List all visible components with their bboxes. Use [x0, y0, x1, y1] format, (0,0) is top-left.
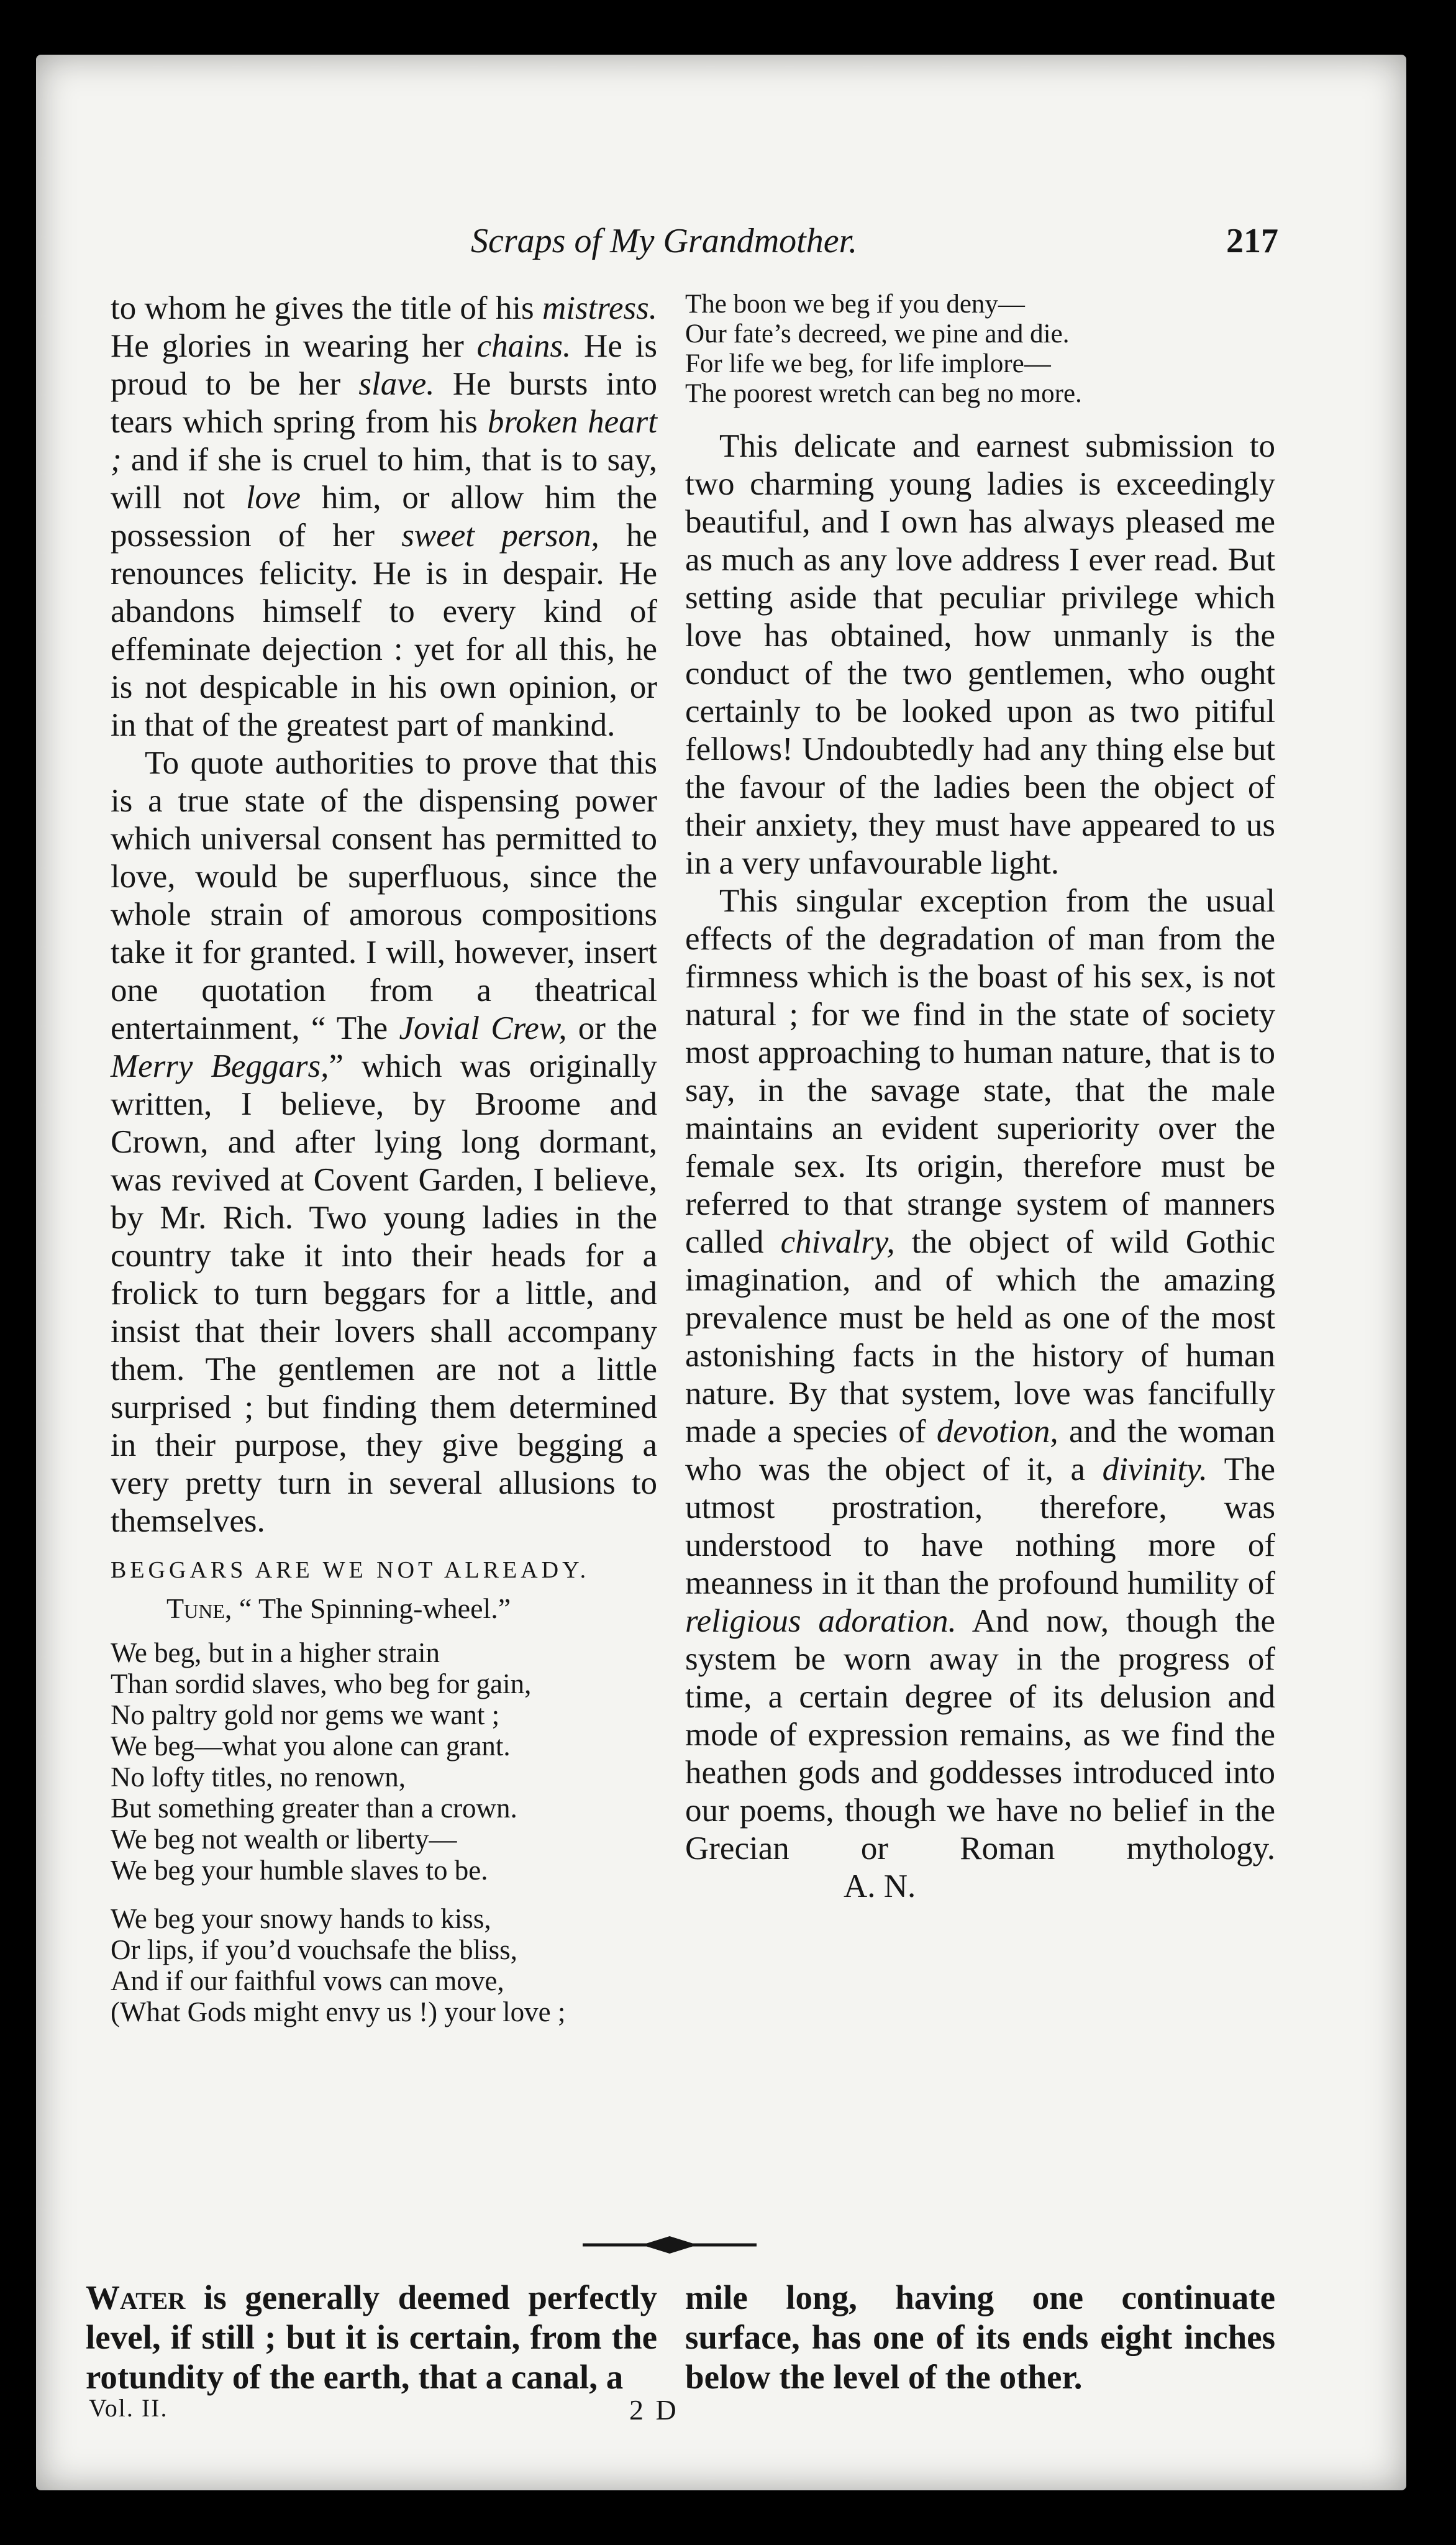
verse-line: Our fate’s decreed, we pine and die. [685, 319, 1070, 349]
ornament-divider-icon [583, 2232, 757, 2257]
running-title: Scraps of My Grandmother. [471, 222, 858, 260]
running-header [471, 221, 1278, 271]
water-paragraph-right: mile long, having one continuate surface, has one of its ends eight inches below the level of the other. [685, 2278, 1275, 2396]
verse-line: The boon we beg if you deny— [685, 290, 1025, 319]
poem-verse-2 [111, 1903, 657, 2027]
signature-mark: 2 D [629, 2394, 679, 2426]
paragraph-delicate-submission: This delicate and earnest submission to two charming young ladies is exceedingly beautiful, and I own has always pleased me as much as any love address I ever read. But setting aside that peculiar privilege which love has obtained, how unmanly is the conduct of the two gentlemen, who ought certainly to be looked upon as two pitiful fellows! Undoubtedly had any thing else but the favour of the ladies been the object of their anxiety, they must have appeared to us in a very unfavourable light. [685, 428, 1275, 881]
verse-line: Or lips, if you’d vouchsafe the bliss, [111, 1934, 517, 1965]
verse-line: But something greater than a crown. [111, 1793, 517, 1824]
song-title: BEGGARS ARE WE NOT ALREADY. [111, 1557, 590, 1583]
right-column [685, 290, 1275, 1906]
author-signature: A. N. [844, 1868, 916, 1904]
verse-line: We beg your snowy hands to kiss, [111, 1903, 491, 1934]
verse-line: We beg, but in a higher strain [111, 1637, 440, 1668]
paragraph-quote-authorities: To quote authorities to prove that this is a true state of the dispensing power which universal consent has permitted to love, would be superfluous, since the whole strain of amorous compositions take it for granted. I will, however, insert one quotation from a theatrical entertainment, “ The Jovial Crew, or the Merry Beggars,” which was originally written, I believe, by Broome and Crown, and after lying long dormant, was revived at Covent Garden, I believe, by Mr. Rich. Two young ladies in the country take it into their heads for a frolick to turn beggars for a little, and insist that their lovers shall accompany them. The gentlemen are not a little surprised ; but finding them determined in their purpose, they give begging a very pretty turn in several allusions to themselves. [111, 745, 657, 1539]
left-column [111, 290, 657, 2027]
volume-label: Vol. II. [89, 2394, 168, 2422]
poem-verse-1 [111, 1637, 657, 1886]
verse-line: The poorest wretch can beg no more. [685, 379, 1082, 408]
verse-line: No paltry gold nor gems we want ; [111, 1699, 500, 1730]
poem-verse-3 [685, 290, 1275, 409]
verse-line: (What Gods might envy us !) your love ; [111, 1996, 566, 2027]
page [36, 55, 1406, 2490]
verse-line: And if our faithful vows can move, [111, 1965, 504, 1996]
page-number: 217 [1226, 222, 1278, 260]
song-tune: Tune, “ The Spinning-wheel.” [166, 1592, 511, 1624]
verse-line: Than sordid slaves, who beg for gain, [111, 1668, 532, 1699]
verse-line: We beg your humble slaves to be. [111, 1855, 488, 1886]
verse-line: We beg not wealth or liberty— [111, 1824, 457, 1855]
paragraph-continued: to whom he gives the title of his mistress. He glories in wearing her chains. He is proud to be her slave. He bursts into tears which spring from his broken heart ; and if she is cruel to him, that is to say, will not love him, or allow him the possession of her sweet person, he renounces felicity. He is in despair. He abandons himself to every kind of effeminate dejection : yet for all this, he is not despicable in his own opinion, or in that of the greatest part of mankind. [111, 290, 658, 743]
paragraph-singular-exception: This singular exception from the usual effects of the degradation of man from the firmness which is the boast of his sex, is not natural ; for we find in the state of society most approaching to human nature, that is to say, in the savage state, that the male maintains an evident superiority over the female sex. Its origin, therefore must be referred to that strange system of manners called chivalry, the object of wild Gothic imagination, and of which the amazing prevalence must be held as one of the most astonishing facts in the history of human nature. By that system, love was fancifully made a species of devotion, and the woman who was the object of it, a divinity. The utmost prostration, therefore, was understood to have nothing more of meanness in it than the profound humility of religious adoration. And now, though the system be worn away in the progress of time, a certain degree of its delusion and mode of expression remains, as we find the heathen gods and goddesses introduced into our poems, though we have no belief in the Grecian or Roman mythology.A. N. [685, 883, 1276, 1904]
verse-line: For life we beg, for life implore— [685, 349, 1051, 378]
verse-line: We beg—what you alone can grant. [111, 1730, 511, 1761]
verse-line: No lofty titles, no renown, [111, 1761, 406, 1793]
water-paragraph-left: Water is generally deemed perfectly level, if still ; but it is certain, from the rotundity of the earth, that a canal, a [86, 2278, 657, 2396]
